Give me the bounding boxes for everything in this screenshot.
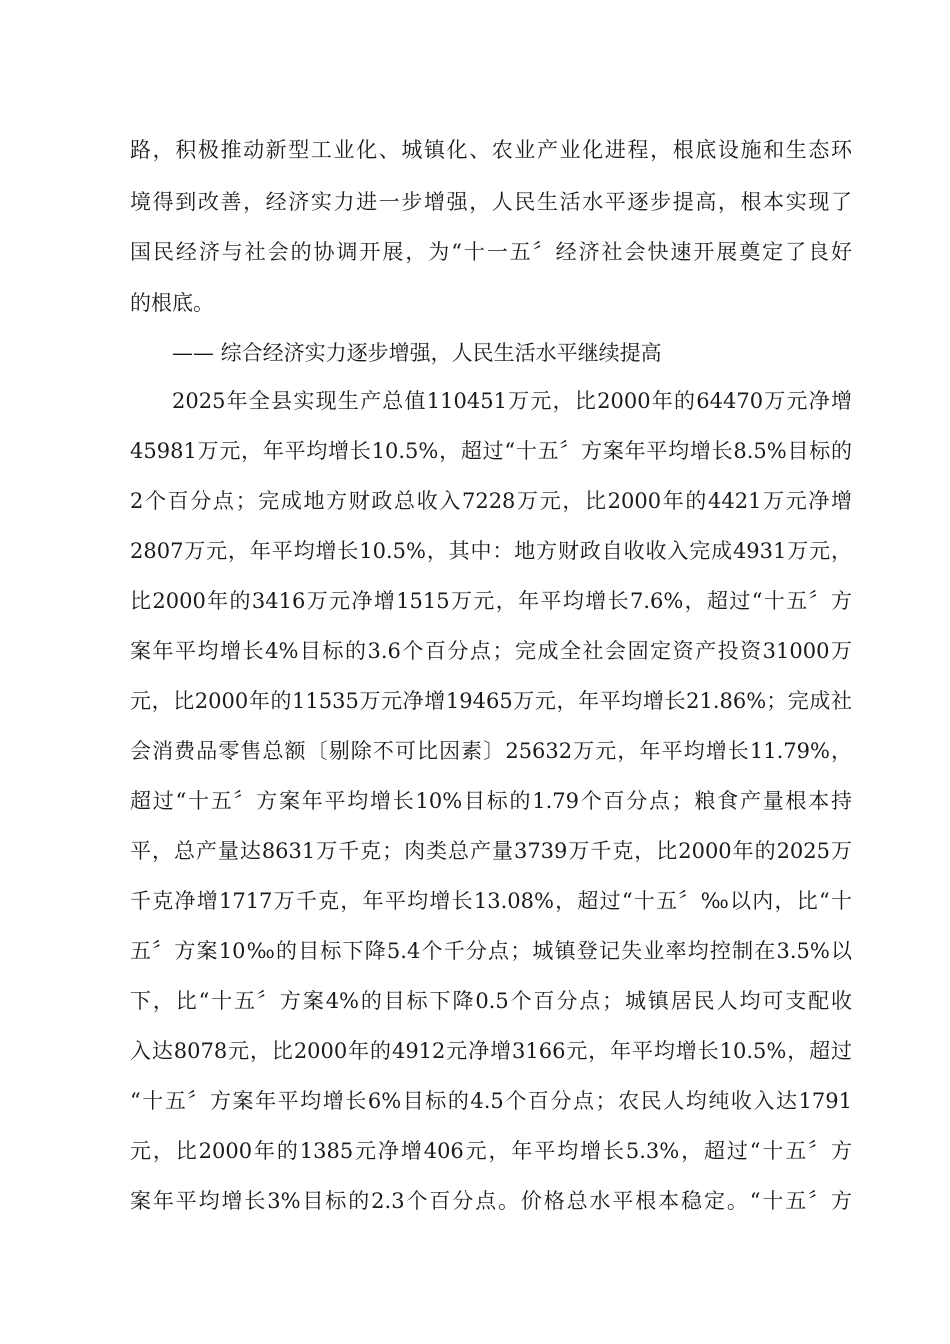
paragraph-2-line-3: 2个百分点；完成地方财政总收入7228万元，比2000年的4421万元净增	[130, 489, 852, 513]
paragraph-2-line-15: “十五〞方案年平均增长6%目标的4.5个百分点；农民人均纯收入达1791	[130, 1089, 852, 1113]
section-heading: —— 综合经济实力逐步增强，人民生活水平继续提高	[172, 341, 662, 365]
paragraph-2-line-13: 下，比“十五〞方案4%的目标下降0.5个百分点；城镇居民人均可支配收	[130, 989, 852, 1013]
paragraph-2-line-14: 入达8078元，比2000年的4912元净增3166元，年平均增长10.5%，超过	[130, 1039, 852, 1063]
paragraph-2-line-4: 2807万元，年平均增长10.5%，其中：地方财政自收收入完成4931万元，	[130, 539, 852, 563]
paragraph-2-line-12: 五〞方案10‰的目标下降5.4个千分点；城镇登记失业率均控制在3.5%以	[130, 939, 852, 963]
paragraph-1-line-1: 路，积极推动新型工业化、城镇化、农业产业化进程，根底设施和生态环	[130, 138, 852, 162]
paragraph-1-line-3: 国民经济与社会的协调开展，为“十一五〞经济社会快速开展奠定了良好	[130, 240, 852, 264]
paragraph-2-line-17: 案年平均增长3%目标的2.3个百分点。价格总水平根本稳定。“十五〞方	[130, 1189, 852, 1213]
paragraph-2-line-9: 超过“十五〞方案年平均增长10%目标的1.79个百分点；粮食产量根本持	[130, 789, 852, 813]
paragraph-1-line-4: 的根底。	[130, 291, 214, 315]
paragraph-2-line-2: 45981万元，年平均增长10.5%，超过“十五〞方案年平均增长8.5%目标的	[130, 439, 852, 463]
paragraph-2-line-5: 比2000年的3416万元净增1515万元，年平均增长7.6%，超过“十五〞方	[130, 589, 852, 613]
paragraph-1-line-2: 境得到改善，经济实力进一步增强，人民生活水平逐步提高，根本实现了	[130, 190, 852, 214]
paragraph-2-line-1: 2025年全县实现生产总值110451万元，比2000年的64470万元净增	[172, 389, 852, 413]
paragraph-2-line-8: 会消费品零售总额〔剔除不可比因素〕25632万元，年平均增长11.79%，	[130, 739, 852, 763]
paragraph-2-line-6: 案年平均增长4%目标的3.6个百分点；完成全社会固定资产投资31000万	[130, 639, 852, 663]
paragraph-2-line-16: 元，比2000年的1385元净增406元，年平均增长5.3%，超过“十五〞方	[130, 1139, 852, 1163]
paragraph-2-line-10: 平，总产量达8631万千克；肉类总产量3739万千克，比2000年的2025万	[130, 839, 852, 863]
paragraph-2-line-7: 元，比2000年的11535万元净增19465万元，年平均增长21.86%；完成社	[130, 689, 852, 713]
paragraph-2-line-11: 千克净增1717万千克，年平均增长13.08%，超过“十五〞‰以内，比“十	[130, 889, 852, 913]
